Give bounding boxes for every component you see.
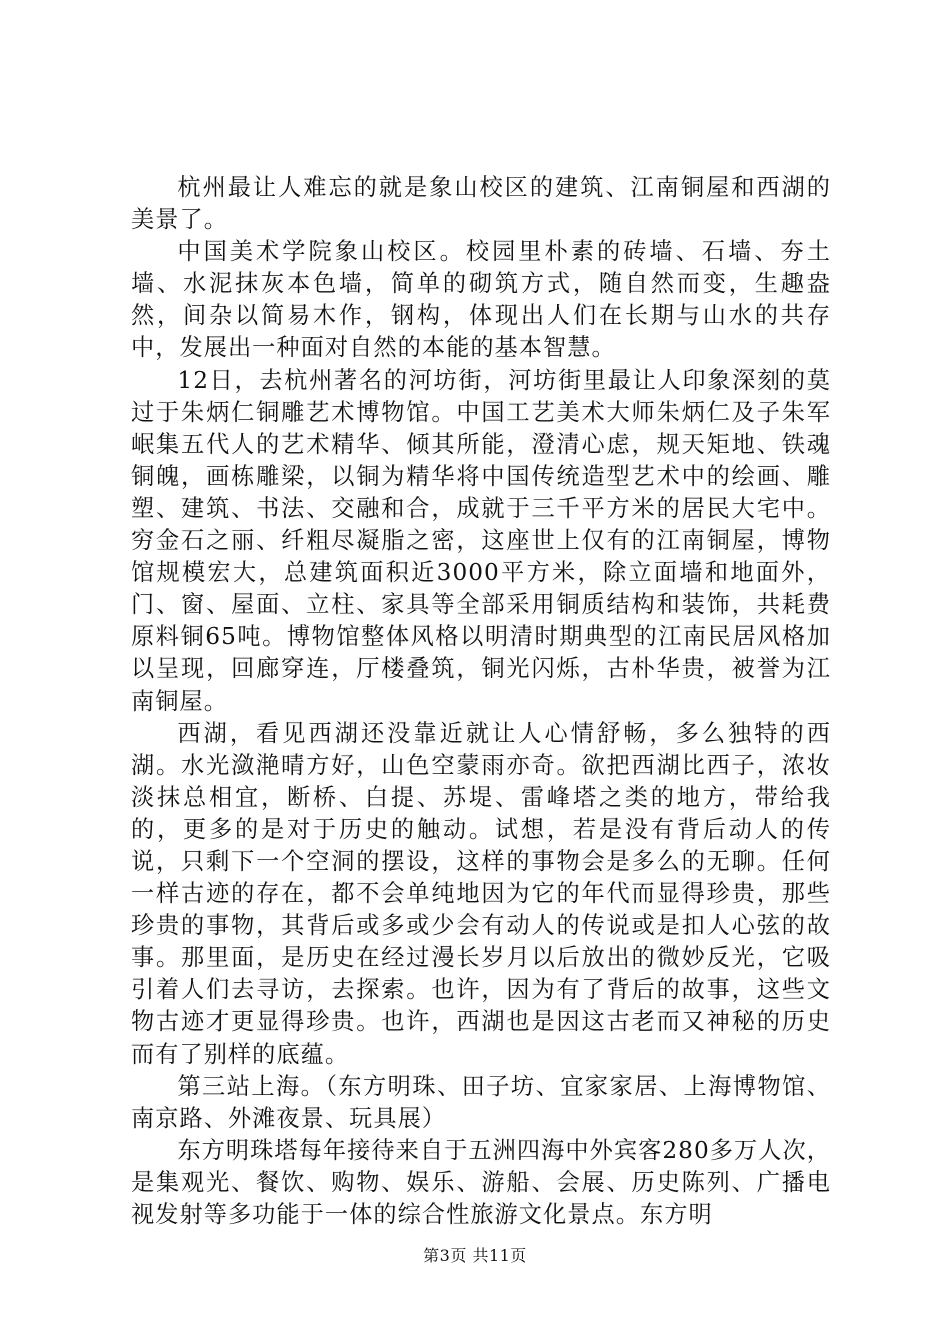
paragraph-hefang-street: 12日，去杭州著名的河坊街，河坊街里最让人印象深刻的莫过于朱炳仁铜雕艺术博物馆。中国工艺美术大师朱炳仁及子朱军岷集五代人的艺术精华、倾其所能，澄清心虑，规天矩地、铁魂铜魄，画栋雕梁，以铜为精华将中国传统造型艺术中的绘画、雕塑、建筑、书法、交融和合，成就于三千平方米的居民大宅中。穷金石之丽、纤粗尽凝脂之密，这座世上仅有的江南铜屋，博物馆规模宏大，总建筑面积近3000平方米，除立面墙和地面外，门、窗、屋面、立柱、家具等全部采用铜质结构和装饰，共耗费原料铜65吨。博物馆整体风格以明清时期典型的江南民居风格加以呈现，回廊穿连，厅楼叠筑，铜光闪烁，古朴华贵，被誉为江南铜屋。 <box>131 366 831 715</box>
paragraph-hangzhou-intro: 杭州最让人难忘的就是象山校区的建筑、江南铜屋和西湖的美景了。 <box>131 174 831 234</box>
document-body <box>131 172 831 1231</box>
paragraph-shanghai-stop: 第三站上海。（东方明珠、田子坊、宜家家居、上海博物馆、南京路、外滩夜景、玩具展） <box>131 1072 831 1132</box>
paragraph-xiangshan-campus: 中国美术学院象山校区。校园里朴素的砖墙、石墙、夯土墙、水泥抹灰本色墙，简单的砌筑方式，随自然而变，生趣盎然，间杂以简易木作，钢构，体现出人们在长期与山水的共存中，发展出一种面对自然的本能的基本智慧。 <box>131 238 831 362</box>
paragraph-oriental-pearl: 东方明珠塔每年接待来自于五洲四海中外宾客280多万人次，是集观光、餐饮、购物、娱乐、游船、会展、历史陈列、广播电视发射等多功能于一体的综合性旅游文化景点。东方明 <box>131 1136 831 1228</box>
paragraph-west-lake: 西湖，看见西湖还没靠近就让人心情舒畅，多么独特的西湖。水光潋滟晴方好，山色空蒙雨亦奇。欲把西湖比西子，浓妆淡抹总相宜，断桥、白提、苏堤、雷峰塔之类的地方，带给我的，更多的是对于历史的触动。试想，若是没有背后动人的传说，只剩下一个空洞的摆设，这样的事物会是多么的无聊。任何一样古迹的存在，都不会单纯地因为它的年代而显得珍贵，那些珍贵的事物，其背后或多或少会有动人的传说或是扣人心弦的故事。那里面，是历史在经过漫长岁月以后放出的微妙反光，它吸引着人们去寻访，去探索。也许，因为有了背后的故事，这些文物古迹才更显得珍贵。也许，西湖也是因这古老而又神秘的历史而有了别样的底蕴。 <box>131 719 831 1068</box>
page-number-footer: 第3页 共11页 <box>423 1246 527 1265</box>
